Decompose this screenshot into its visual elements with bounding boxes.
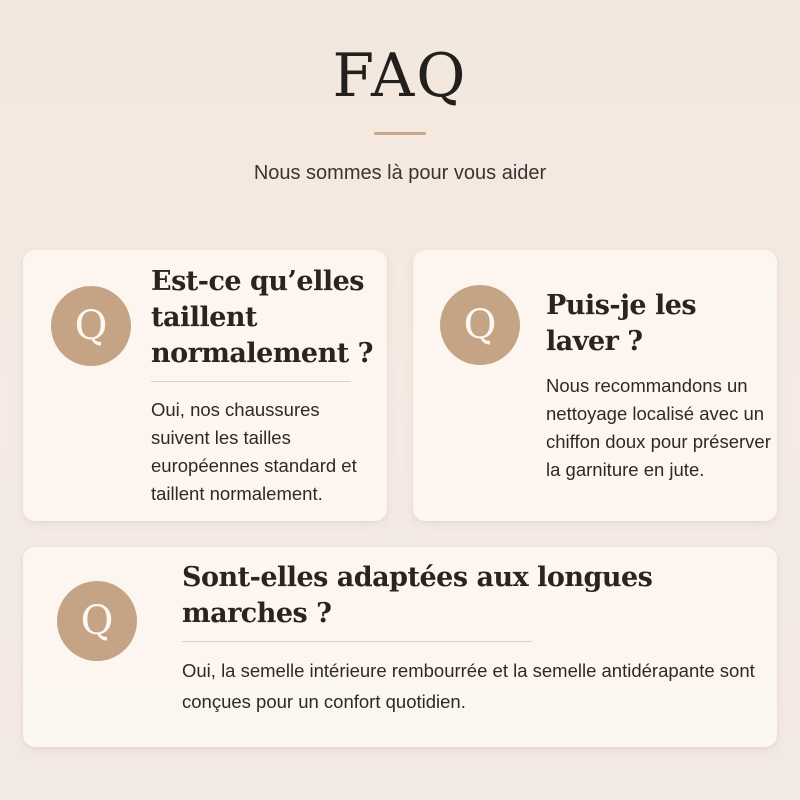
q-letter: Q xyxy=(74,303,108,349)
faq-card-walking xyxy=(23,547,777,747)
faq-question: Est-ce qu’elles taillent normalement ? xyxy=(151,266,373,369)
q-badge-icon xyxy=(57,581,137,661)
title-divider xyxy=(374,132,426,135)
q-letter: Q xyxy=(80,598,114,644)
question-divider xyxy=(151,381,351,382)
q-letter: Q xyxy=(463,302,497,348)
faq-question: Sont-elles adaptées aux longues marches ? xyxy=(182,562,653,629)
faq-question: Puis-je les laver ? xyxy=(546,290,697,357)
faq-header xyxy=(0,0,800,200)
faq-card-sizing xyxy=(23,250,387,521)
page-title: FAQ xyxy=(332,41,468,111)
q-badge-icon xyxy=(440,285,520,365)
question-divider xyxy=(182,641,532,642)
faq-answer: Oui, la semelle intérieure rembourrée et la semelle antidérapante sont conçues pour un confort quotidien. xyxy=(182,660,755,712)
faq-card-washing xyxy=(413,250,777,521)
page-subtitle: Nous sommes là pour vous aider xyxy=(253,162,547,184)
faq-answer: Oui, nos chaussures suivent les tailles européennes standard et taillent normalement. xyxy=(151,399,357,504)
q-badge-icon xyxy=(51,286,131,366)
faq-answer: Nous recommandons un nettoyage localisé avec un chiffon doux pour préserver la garniture en jute. xyxy=(546,375,771,480)
